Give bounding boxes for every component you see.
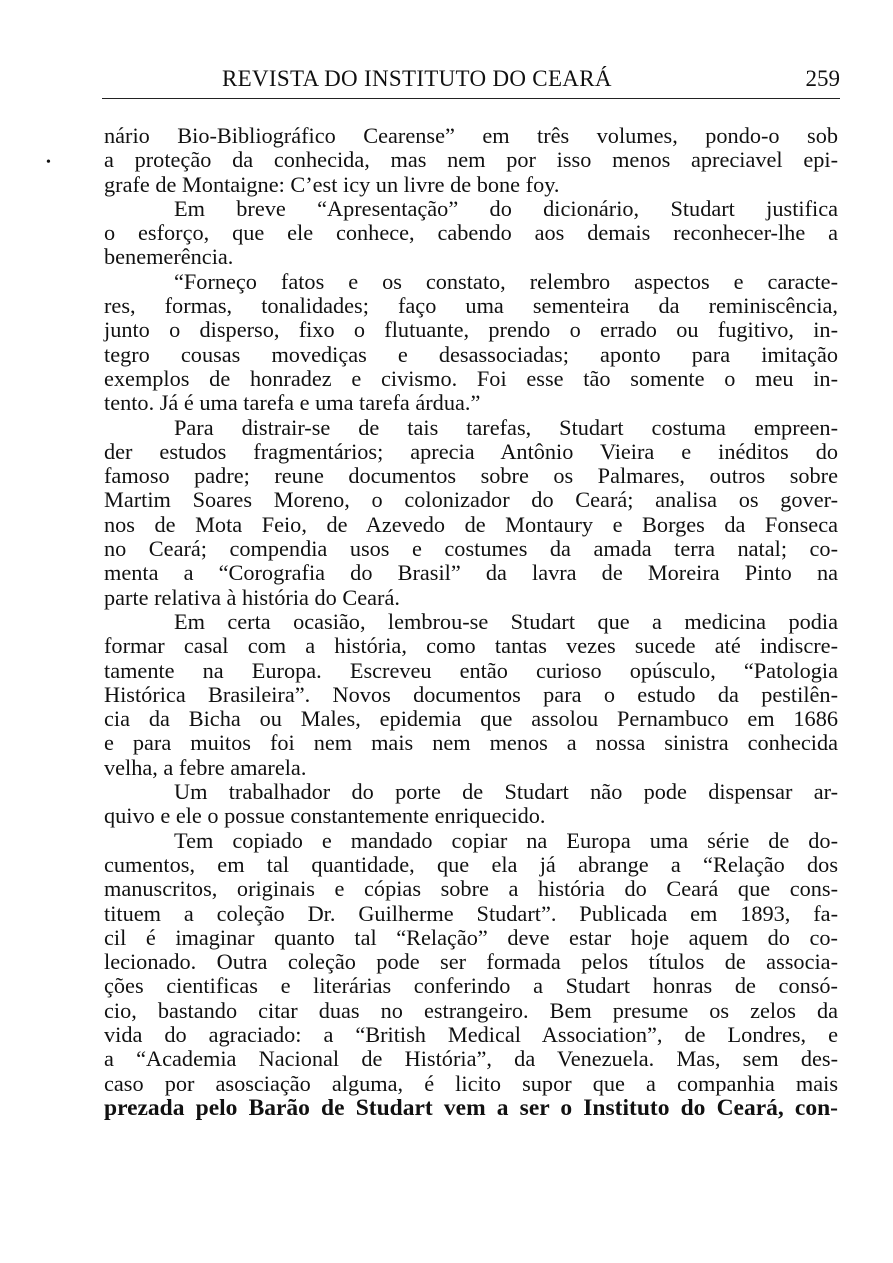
text-line: Martim Soares Moreno, o colonizador do Ceará; analisa os gover- <box>104 487 838 513</box>
text-line: no Ceará; compendia usos e costumes da amada terra natal; co- <box>104 536 838 562</box>
text-line: velha, a febre amarela. <box>104 754 307 780</box>
running-header <box>102 66 840 99</box>
text-line: nário Bio-Bibliográfico Cearense” em três volumes, pondo-o sob <box>104 123 838 148</box>
text-line: ções cientificas e literárias conferindo a Studart honras de consó- <box>104 973 838 999</box>
text-line: parte relativa à história do Ceará. <box>104 584 400 610</box>
text-line: o esforço, que ele conhece, cabendo aos demais reconhecer-lhe a <box>104 220 838 246</box>
page-number: 259 <box>805 66 840 91</box>
text-line: nos de Mota Feio, de Azevedo de Montaury e Borges da Fonseca <box>104 511 838 537</box>
text-line: tegro cousas movediças e desassociadas; aponto para imitação <box>104 341 838 367</box>
text-line: cia da Bicha ou Males, epidemia que assolou Pernambuco em 1686 <box>104 706 838 732</box>
text-line: tento. Já é uma tarefa e uma tarefa árdua.” <box>104 390 481 416</box>
text-line: prezada pelo Barão de Studart vem a ser o Instituto do Ceará, con- <box>104 1094 838 1121</box>
body-text <box>104 124 838 1120</box>
text-line: Um trabalhador do porte de Studart não pode dispensar ar- <box>174 779 838 805</box>
text-line: “Forneço fatos e os constato, relembro aspectos e caracte- <box>174 268 838 294</box>
text-line: cio, bastando citar duas no estrangeiro. Bem presume os zelos da <box>104 997 838 1023</box>
text-line: exemplos de honradez e civismo. Foi esse tão somente o meu in- <box>104 365 838 391</box>
text-line: tituem a coleção Dr. Guilherme Studart”. Publicada em 1893, fa- <box>104 900 838 926</box>
text-line: junto o disperso, fixo o flutuante, prendo o errado ou fugitivo, in- <box>104 317 838 343</box>
text-line: vida do agraciado: a “British Medical Association”, de Londres, e <box>104 1021 838 1047</box>
text-line: der estudos fragmentários; aprecia Antônio Vieira e inéditos do <box>104 438 838 464</box>
text-line: a proteção da conhecida, mas nem por isso menos apreciavel epi- <box>104 147 838 173</box>
text-line: grafe de Montaigne: C’est icy un livre de bone foy. <box>104 171 560 197</box>
text-line: res, formas, tonalidades; faço uma sementeira da reminiscência, <box>104 293 838 319</box>
margin-mark: • <box>46 155 51 170</box>
text-line: a “Academia Nacional de História”, da Venezuela. Mas, sem des- <box>104 1046 838 1072</box>
journal-title: REVISTA DO INSTITUTO DO CEARÁ <box>222 66 612 91</box>
text-line: famoso padre; reune documentos sobre os Palmares, outros sobre <box>104 463 838 489</box>
text-line: menta a “Corografia do Brasil” da lavra de Moreira Pinto na <box>104 560 838 586</box>
text-line: Tem copiado e mandado copiar na Europa uma série de do- <box>174 827 838 853</box>
text-line: tamente na Europa. Escreveu então curioso opúsculo, “Patologia <box>104 657 838 683</box>
text-line: benemerência. <box>104 244 234 270</box>
text-line: Histórica Brasileira”. Novos documentos para o estudo da pestilên- <box>104 681 838 707</box>
text-line: cil é imaginar quanto tal “Relação” deve estar hoje aquem do co- <box>104 924 838 950</box>
text-line: Para distrair-se de tais tarefas, Studart costuma empreen- <box>174 414 838 440</box>
text-line: formar casal com a história, como tantas vezes sucede até indiscre- <box>104 633 838 659</box>
text-line: Em certa ocasião, lembrou-se Studart que a medicina podia <box>174 608 838 634</box>
text-line: caso por asosciação alguma, é licito supor que a companhia mais <box>104 1070 838 1096</box>
text-line: manuscritos, originais e cópias sobre a história do Ceará que cons- <box>104 876 838 902</box>
text-line: e para muitos foi nem mais nem menos a nossa sinistra conhecida <box>104 730 838 756</box>
text-line: Em breve “Apresentação” do dicionário, Studart justifica <box>174 195 838 221</box>
text-line: quivo e ele o possue constantemente enriquecido. <box>104 803 546 829</box>
text-line: cumentos, em tal quantidade, que ela já abrange a “Relação dos <box>104 851 838 877</box>
text-line: lecionado. Outra coleção pode ser formada pelos títulos de associa- <box>104 949 838 975</box>
